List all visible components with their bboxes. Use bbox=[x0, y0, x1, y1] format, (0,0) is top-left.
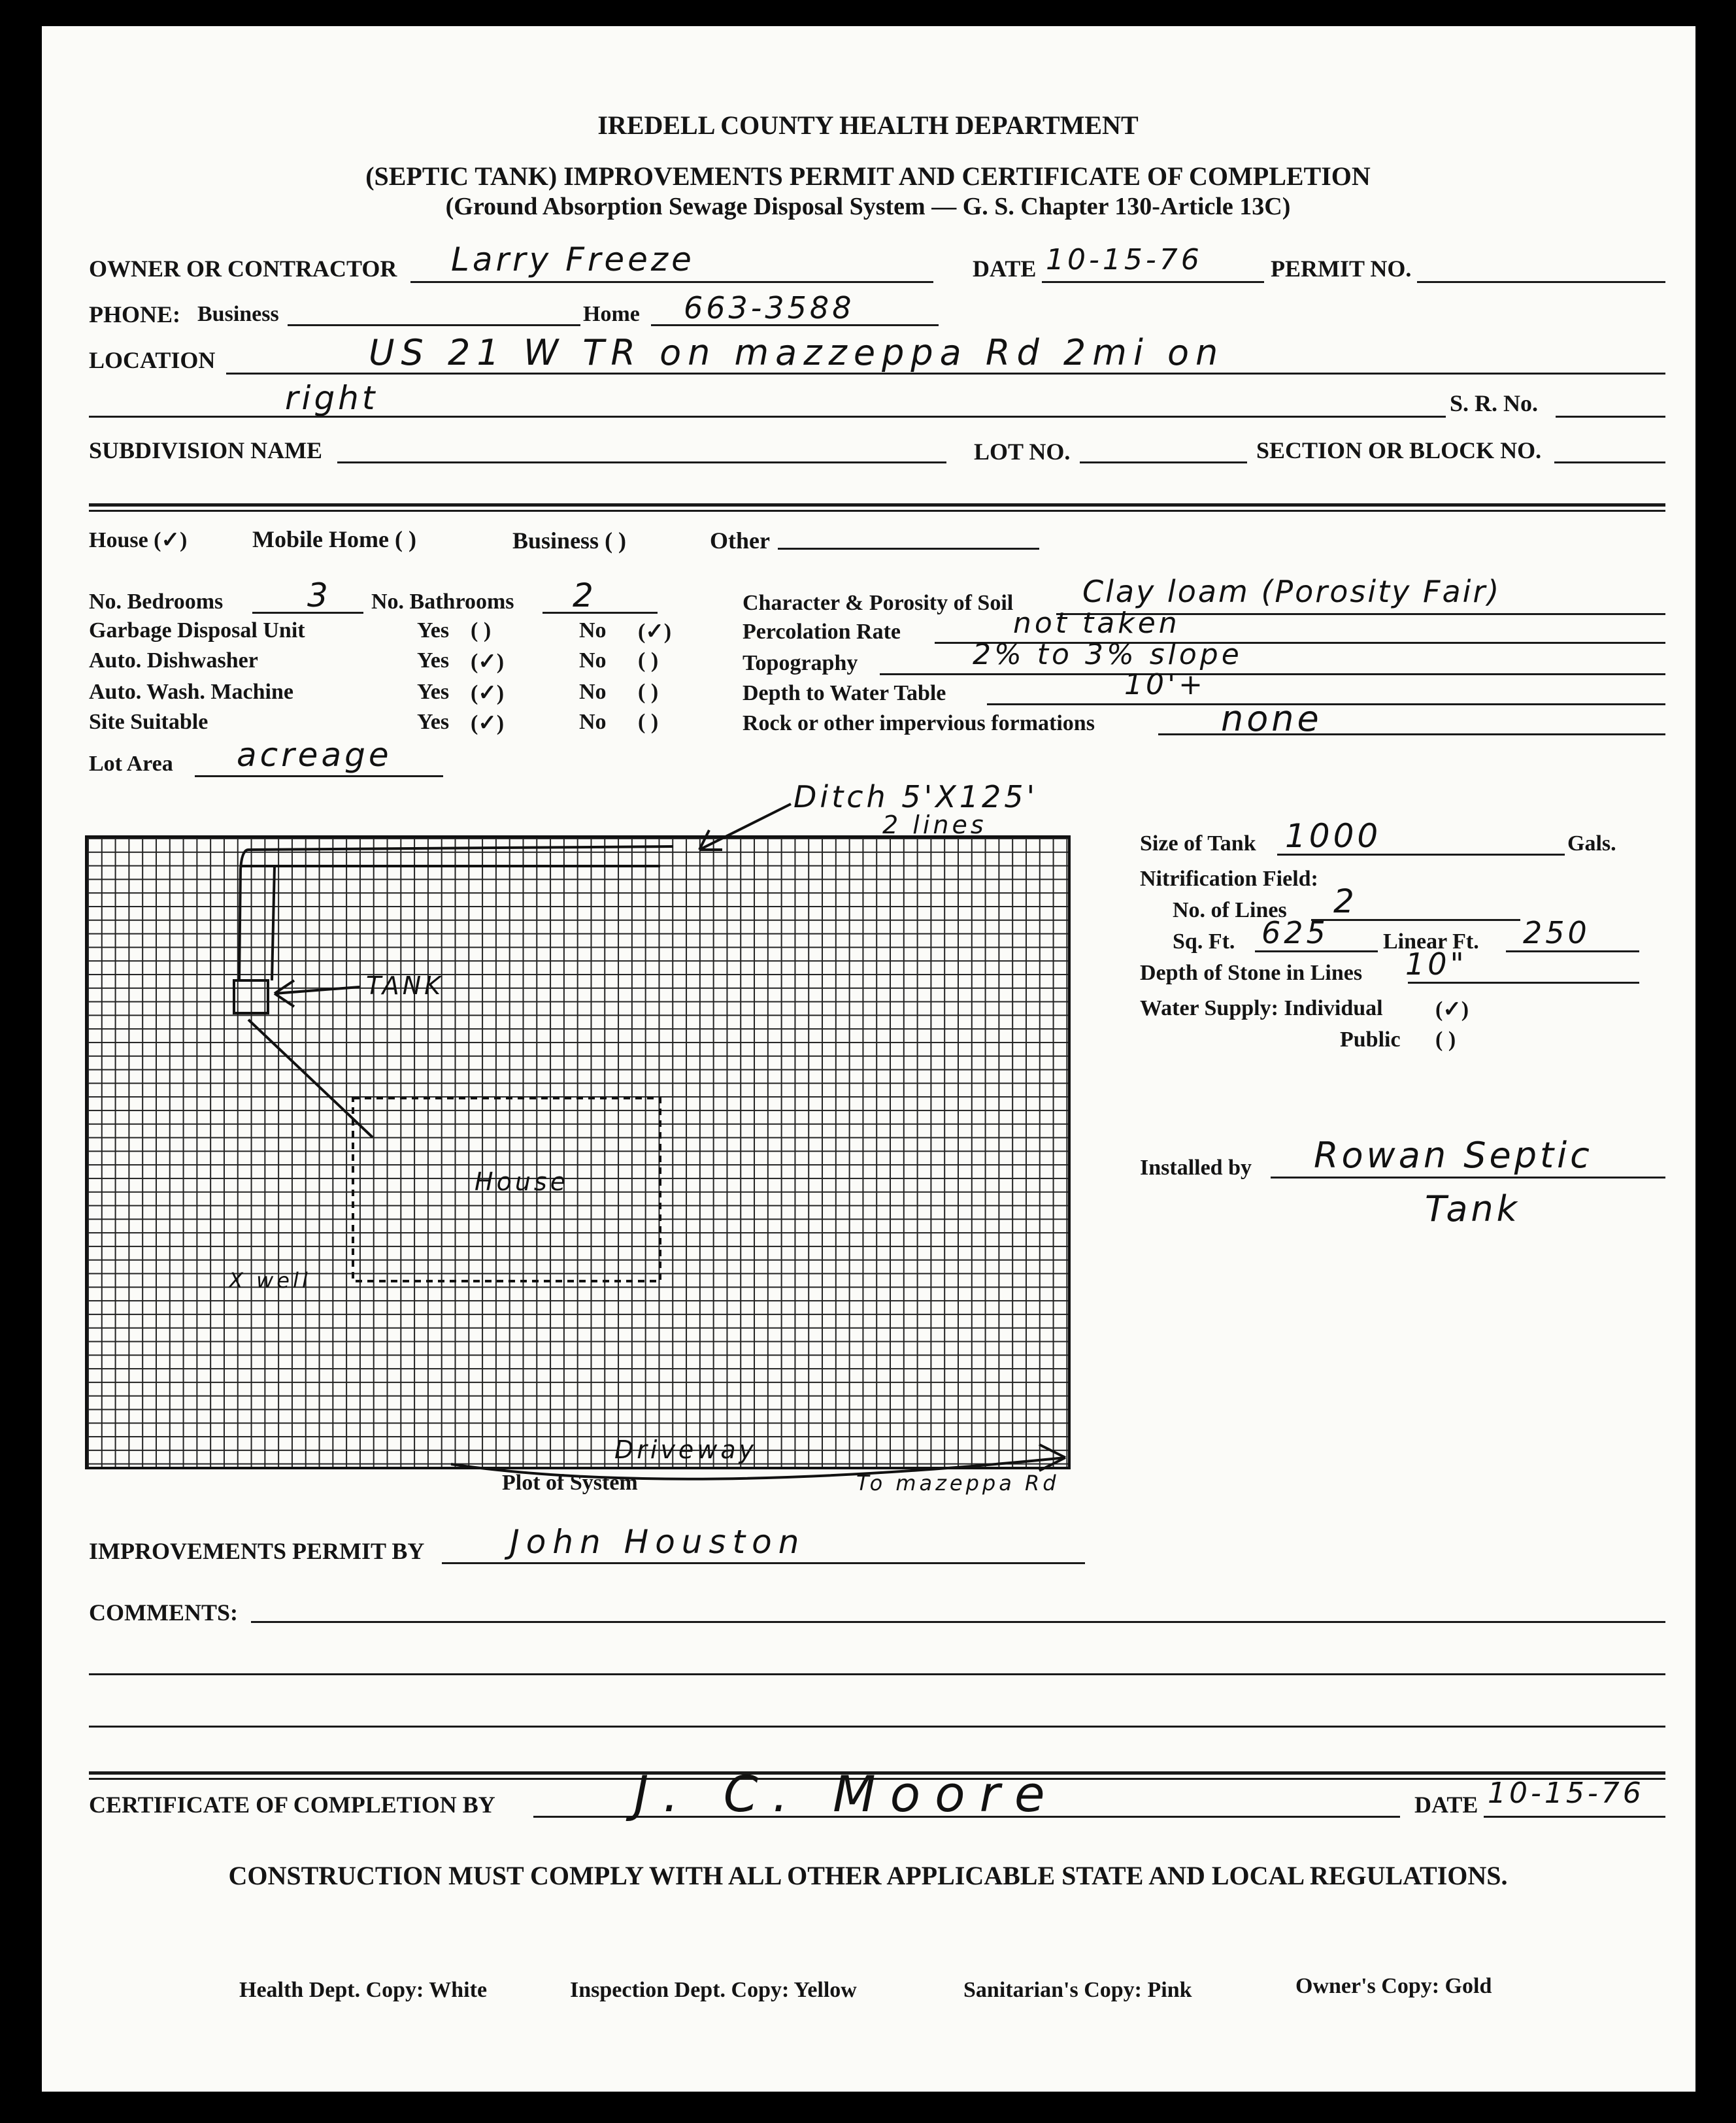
mobile-home-checkbox[interactable]: Mobile Home ( ) bbox=[252, 526, 416, 552]
water-table-value: 10'+ bbox=[1124, 668, 1206, 701]
lot-no-label: LOT NO. bbox=[974, 439, 1071, 465]
linear-ft-value: 250 bbox=[1523, 915, 1590, 950]
garbage-no-label: No bbox=[579, 618, 607, 643]
sr-no-label: S. R. No. bbox=[1450, 390, 1539, 416]
garbage-no-box[interactable]: (✓) bbox=[638, 620, 672, 644]
certificate-date-value: 10-15-76 bbox=[1488, 1777, 1644, 1810]
installed-by-value-2: Tank bbox=[1425, 1188, 1520, 1229]
garbage-yes-box[interactable]: ( ) bbox=[471, 618, 492, 643]
certificate-signature: J. C. Moore bbox=[634, 1765, 1060, 1823]
location-value-1: US 21 W TR on mazzeppa Rd 2mi on bbox=[369, 332, 1225, 373]
perc-rate-label: Percolation Rate bbox=[743, 620, 901, 644]
sqft-value: 625 bbox=[1261, 915, 1329, 950]
driveway-note: Driveway bbox=[614, 1435, 758, 1464]
installed-by-value-1: Rowan Septic bbox=[1314, 1135, 1593, 1176]
ditch-note-2: 2 lines bbox=[882, 811, 987, 839]
wash-yes-label: Yes bbox=[417, 680, 450, 704]
compliance-notice: CONSTRUCTION MUST COMPLY WITH ALL OTHER APPLICABLE STATE AND LOCAL REGULATIONS. bbox=[228, 1861, 1508, 1890]
public-label: Public bbox=[1340, 1028, 1401, 1052]
tank-size-label: Size of Tank bbox=[1140, 831, 1256, 856]
dishwasher-yes-label: Yes bbox=[417, 648, 450, 673]
tank-note: TANK bbox=[366, 971, 444, 1000]
phone-business-label: Business bbox=[197, 302, 279, 326]
date-value: 10-15-76 bbox=[1046, 243, 1203, 276]
date-label: DATE bbox=[973, 256, 1037, 282]
ditch-line-1 bbox=[248, 846, 673, 850]
site-no-label: No bbox=[579, 710, 607, 734]
bedrooms-label: No. Bedrooms bbox=[89, 590, 224, 614]
permit-no-label: PERMIT NO. bbox=[1271, 256, 1412, 282]
improvements-permit-value: John Houston bbox=[510, 1523, 806, 1561]
dishwasher-no-box[interactable]: ( ) bbox=[638, 648, 659, 673]
bathrooms-label: No. Bathrooms bbox=[371, 590, 514, 614]
water-supply-label: Water Supply: Individual bbox=[1140, 996, 1383, 1020]
other-label: Other bbox=[710, 527, 770, 554]
plot-sketch bbox=[85, 784, 1131, 1536]
sewer-line bbox=[248, 1020, 373, 1137]
wash-yes-box[interactable]: (✓) bbox=[471, 681, 505, 705]
linear-ft-label: Linear Ft. bbox=[1383, 929, 1479, 954]
rock-label: Rock or other impervious formations bbox=[743, 711, 1095, 735]
rock-value: none bbox=[1221, 698, 1322, 739]
water-table-label: Depth to Water Table bbox=[743, 681, 946, 705]
tank-shape bbox=[234, 980, 268, 1013]
copy-owner: Owner's Copy: Gold bbox=[1295, 1974, 1492, 1998]
bedrooms-value: 3 bbox=[307, 577, 331, 614]
garbage-label: Garbage Disposal Unit bbox=[89, 618, 305, 643]
business-checkbox[interactable]: Business ( ) bbox=[512, 527, 627, 554]
phone-home-value: 663-3588 bbox=[684, 290, 855, 326]
site-suitable-label: Site Suitable bbox=[89, 710, 209, 734]
site-no-box[interactable]: ( ) bbox=[638, 710, 659, 734]
house-checkbox[interactable]: House (✓) bbox=[89, 528, 188, 552]
owner-label: OWNER OR CONTRACTOR bbox=[89, 256, 397, 282]
lines-value: 2 bbox=[1333, 882, 1358, 920]
water-individual-box[interactable]: (✓) bbox=[1435, 997, 1469, 1022]
perc-rate-value: not taken bbox=[1013, 607, 1180, 640]
owner-value: Larry Freeze bbox=[451, 241, 695, 278]
wash-machine-label: Auto. Wash. Machine bbox=[89, 680, 293, 704]
stone-depth-label: Depth of Stone in Lines bbox=[1140, 961, 1363, 985]
lines-label: No. of Lines bbox=[1173, 898, 1287, 922]
ditch-line-left-2 bbox=[272, 866, 275, 980]
ditch-line-left-1 bbox=[239, 850, 248, 980]
nitrification-label: Nitrification Field: bbox=[1140, 867, 1318, 891]
copy-inspection: Inspection Dept. Copy: Yellow bbox=[570, 1978, 857, 2002]
form-subtitle: (Ground Absorption Sewage Disposal System — G. S. Chapter 130-Article 13C) bbox=[445, 193, 1291, 220]
wash-no-box[interactable]: ( ) bbox=[638, 680, 659, 704]
ditch-arrow bbox=[699, 804, 791, 850]
copy-health: Health Dept. Copy: White bbox=[239, 1978, 488, 2002]
road-note: To mazeppa Rd bbox=[856, 1471, 1060, 1496]
copy-sanitarian: Sanitarian's Copy: Pink bbox=[963, 1978, 1192, 2002]
phone-label: PHONE: bbox=[89, 301, 180, 327]
lot-area-label: Lot Area bbox=[89, 752, 173, 776]
department-title: IREDELL COUNTY HEALTH DEPARTMENT bbox=[597, 110, 1139, 140]
soil-character-label: Character & Porosity of Soil bbox=[743, 591, 1014, 615]
certificate-date-label: DATE bbox=[1414, 1792, 1478, 1818]
topography-value: 2% to 3% slope bbox=[973, 638, 1243, 671]
installed-by-label: Installed by bbox=[1140, 1156, 1252, 1180]
site-yes-box[interactable]: (✓) bbox=[471, 711, 505, 735]
certificate-label: CERTIFICATE OF COMPLETION BY bbox=[89, 1792, 495, 1818]
subdivision-label: SUBDIVISION NAME bbox=[89, 437, 323, 463]
sqft-label: Sq. Ft. bbox=[1173, 929, 1235, 954]
garbage-yes-label: Yes bbox=[417, 618, 450, 643]
tank-arrow bbox=[275, 987, 359, 994]
gals-label: Gals. bbox=[1567, 831, 1616, 856]
phone-home-label: Home bbox=[583, 302, 640, 326]
section-label: SECTION OR BLOCK NO. bbox=[1256, 437, 1542, 463]
dishwasher-yes-box[interactable]: (✓) bbox=[471, 650, 505, 674]
dishwasher-label: Auto. Dishwasher bbox=[89, 648, 258, 673]
stone-depth-value: 10" bbox=[1405, 946, 1467, 982]
tank-size-value: 1000 bbox=[1285, 817, 1382, 855]
wash-no-label: No bbox=[579, 680, 607, 704]
well-note: X well bbox=[229, 1268, 311, 1293]
bathrooms-value: 2 bbox=[573, 577, 597, 614]
water-public-box[interactable]: ( ) bbox=[1435, 1028, 1456, 1052]
location-value-2: right bbox=[285, 379, 378, 417]
lot-area-value: acreage bbox=[237, 736, 392, 774]
dishwasher-no-label: No bbox=[579, 648, 607, 673]
location-label: LOCATION bbox=[89, 347, 216, 373]
ditch-note: Ditch 5'X125' bbox=[793, 779, 1039, 814]
house-note: House bbox=[475, 1167, 569, 1196]
plot-caption: Plot of System bbox=[502, 1471, 638, 1495]
form-title: (SEPTIC TANK) IMPROVEMENTS PERMIT AND CERTIFICATE OF COMPLETION bbox=[365, 161, 1371, 191]
topography-label: Topography bbox=[743, 651, 858, 675]
site-yes-label: Yes bbox=[417, 710, 450, 734]
soil-character-value: Clay loam (Porosity Fair) bbox=[1082, 574, 1501, 609]
comments-label: COMMENTS: bbox=[89, 1599, 238, 1626]
improvements-permit-label: IMPROVEMENTS PERMIT BY bbox=[89, 1538, 425, 1564]
